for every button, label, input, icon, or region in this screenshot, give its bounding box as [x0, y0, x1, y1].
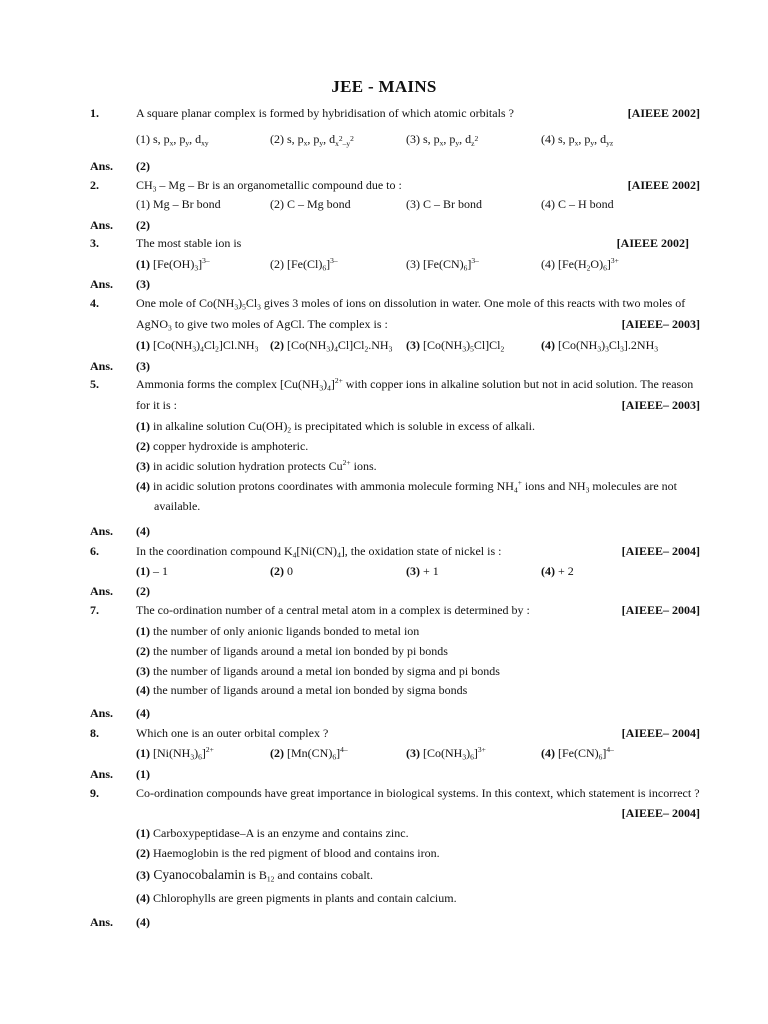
answer-label: Ans.	[90, 706, 114, 720]
answer-label: Ans.	[90, 584, 114, 598]
answer-label: Ans.	[90, 359, 114, 373]
option-1: (1) $[Co(NH_3)_4Cl_2]Cl.NH_3$	[136, 338, 259, 354]
option-3: (3) C – Br bond	[406, 197, 482, 211]
option-4: (4) in acidic solution protons coordinates with ammonia molecule forming $NH_4^+$ ions and $NH_3$ molecules are not	[136, 478, 677, 495]
answer-label: Ans.	[90, 915, 114, 929]
option-3: (3) s, $p_x$, $p_y$, $d_{z^2}$	[406, 132, 479, 148]
option-4: (4) C – H bond	[541, 197, 614, 211]
option-1: (1) $[Fe(OH)_3]^{3-}$	[136, 256, 210, 273]
option-3: (3) Cyanocobalamin is $B_{12}$ and contains cobalt.	[136, 867, 374, 884]
question-text-continued: AgNO$_3$ to give two moles of AgCl. The complex is :	[136, 317, 388, 333]
answer-value: (2)	[136, 218, 150, 232]
answer-label: Ans.	[90, 277, 114, 291]
question-text: Ammonia forms the complex $[Cu(NH_3)_4]^{2+}$ with copper ions in alkaline solution but not in acid solution. The reason	[136, 376, 694, 393]
option-2: (2) C – Mg bond	[270, 197, 351, 211]
option-4: (4) Chlorophylls are green pigments in plants and contain calcium.	[136, 891, 457, 905]
question-number: 1.	[90, 106, 99, 120]
answer-label: Ans.	[90, 218, 114, 232]
exam-tag: [AIEEE– 2004]	[621, 726, 700, 740]
answer-label: Ans.	[90, 159, 114, 173]
question-number: 8.	[90, 726, 99, 740]
question-text: In the coordination compound $K_4[Ni(CN)_4]$, the oxidation state of nickel is :	[136, 544, 502, 560]
answer-label: Ans.	[90, 767, 114, 781]
question-text: Which one is an outer orbital complex ?	[136, 726, 329, 740]
option-2: (2) $[Mn(CN)_6]^{4-}$	[270, 745, 348, 762]
answer-value: (1)	[136, 767, 150, 781]
question-text: The co-ordination number of a central metal atom in a complex is determined by :	[136, 603, 530, 617]
exam-tag: [AIEEE– 2004]	[621, 603, 700, 617]
question-text: A square planar complex is formed by hybridisation of which atomic orbitals ?	[136, 106, 514, 120]
option-3: (3) $[Co(NH_3)_5Cl]Cl_2$	[406, 338, 505, 354]
option-4-continued: available.	[154, 499, 201, 513]
question-text-continued: for it is :	[136, 398, 177, 412]
question-number: 9.	[90, 786, 99, 800]
answer-value: (2)	[136, 159, 150, 173]
exam-tag: [AIEEE 2002]	[627, 178, 700, 192]
question-number: 3.	[90, 236, 99, 250]
option-4: (4) $[Co(NH_3)_3Cl_3].2NH_3$	[541, 338, 658, 354]
option-2: (2) s, $p_x$, $p_y$, $d_{x^2-y^2}$	[270, 132, 354, 148]
option-2: (2) $[Fe(Cl)_6]^{3-}$	[270, 256, 338, 273]
answer-value: (3)	[136, 359, 150, 373]
exam-tag: [AIEEE– 2003]	[621, 398, 700, 412]
question-number: 4.	[90, 296, 99, 310]
question-text: Co-ordination compounds have great importance in biological systems. In this context, which statement is incorrect ?	[136, 786, 700, 800]
question-text: $CH_3$ – Mg – Br is an organometallic compound due to :	[136, 178, 402, 194]
option-2: (2) copper hydroxide is amphoteric.	[136, 439, 309, 453]
question-number: 2.	[90, 178, 99, 192]
question-number: 5.	[90, 377, 99, 391]
exam-tag: [AIEEE 2002]	[627, 106, 700, 120]
exam-tag: [AIEEE– 2004]	[621, 544, 700, 558]
option-1: (1) Mg – Br bond	[136, 197, 221, 211]
option-4: (4) $[Fe(CN)_6]^{4-}$	[541, 745, 614, 762]
option-2: (2) the number of ligands around a metal ion bonded by pi bonds	[136, 644, 448, 658]
answer-value: (3)	[136, 277, 150, 291]
answer-value: (4)	[136, 524, 150, 538]
exam-tag: [AIEEE– 2003]	[621, 317, 700, 331]
question-text: One mole of $Co(NH_3)_5Cl_3$ gives 3 moles of ions on dissolution in water. One mole of this reacts with two moles of	[136, 296, 686, 312]
option-3: (3) $[Fe(CN)_6]^{3-}$	[406, 256, 479, 273]
option-4: (4) s, $p_x$, $p_y$, $d_{yz}$	[541, 132, 614, 148]
option-3: (3) $[Co(NH_3)_6]^{3+}$	[406, 745, 486, 762]
answer-value: (2)	[136, 584, 150, 598]
question-number: 7.	[90, 603, 99, 617]
option-2: (2) 0	[270, 564, 293, 578]
option-1: (1) s, $p_x$, $p_y$, $d_{xy}$	[136, 132, 209, 148]
question-number: 6.	[90, 544, 99, 558]
exam-tag: [AIEEE– 2004]	[621, 806, 700, 820]
option-1: (1) the number of only anionic ligands bonded to metal ion	[136, 624, 420, 638]
option-4: (4) $[Fe(H_2O)_6]^{3+}$	[541, 256, 619, 273]
option-1: (1) in alkaline solution $Cu(OH)_2$ is precipitated which is soluble in excess of alkali.	[136, 419, 536, 435]
option-4: (4) the number of ligands around a metal ion bonded by sigma bonds	[136, 683, 468, 697]
option-4: (4) + 2	[541, 564, 574, 578]
answer-value: (4)	[136, 706, 150, 720]
option-2: (2) $[Co(NH_3)_4Cl]Cl_2.NH_3$	[270, 338, 393, 354]
exam-tag: [AIEEE 2002]	[616, 236, 689, 250]
option-3: (3) the number of ligands around a metal ion bonded by sigma and pi bonds	[136, 664, 500, 678]
answer-value: (4)	[136, 915, 150, 929]
option-3: (3) + 1	[406, 564, 439, 578]
option-3: (3) in acidic solution hydration protects $Cu^{2+}$ ions.	[136, 458, 377, 473]
answer-label: Ans.	[90, 524, 114, 538]
question-text: The most stable ion is	[136, 236, 242, 250]
option-1: (1) – 1	[136, 564, 168, 578]
page-title: JEE - MAINS	[331, 77, 437, 96]
option-1: (1) Carboxypeptidase–A is an enzyme and contains zinc.	[136, 826, 409, 840]
option-1: (1) $[Ni(NH_3)_6]^{2+}$	[136, 745, 214, 762]
option-2: (2) Haemoglobin is the red pigment of blood and contains iron.	[136, 846, 440, 860]
